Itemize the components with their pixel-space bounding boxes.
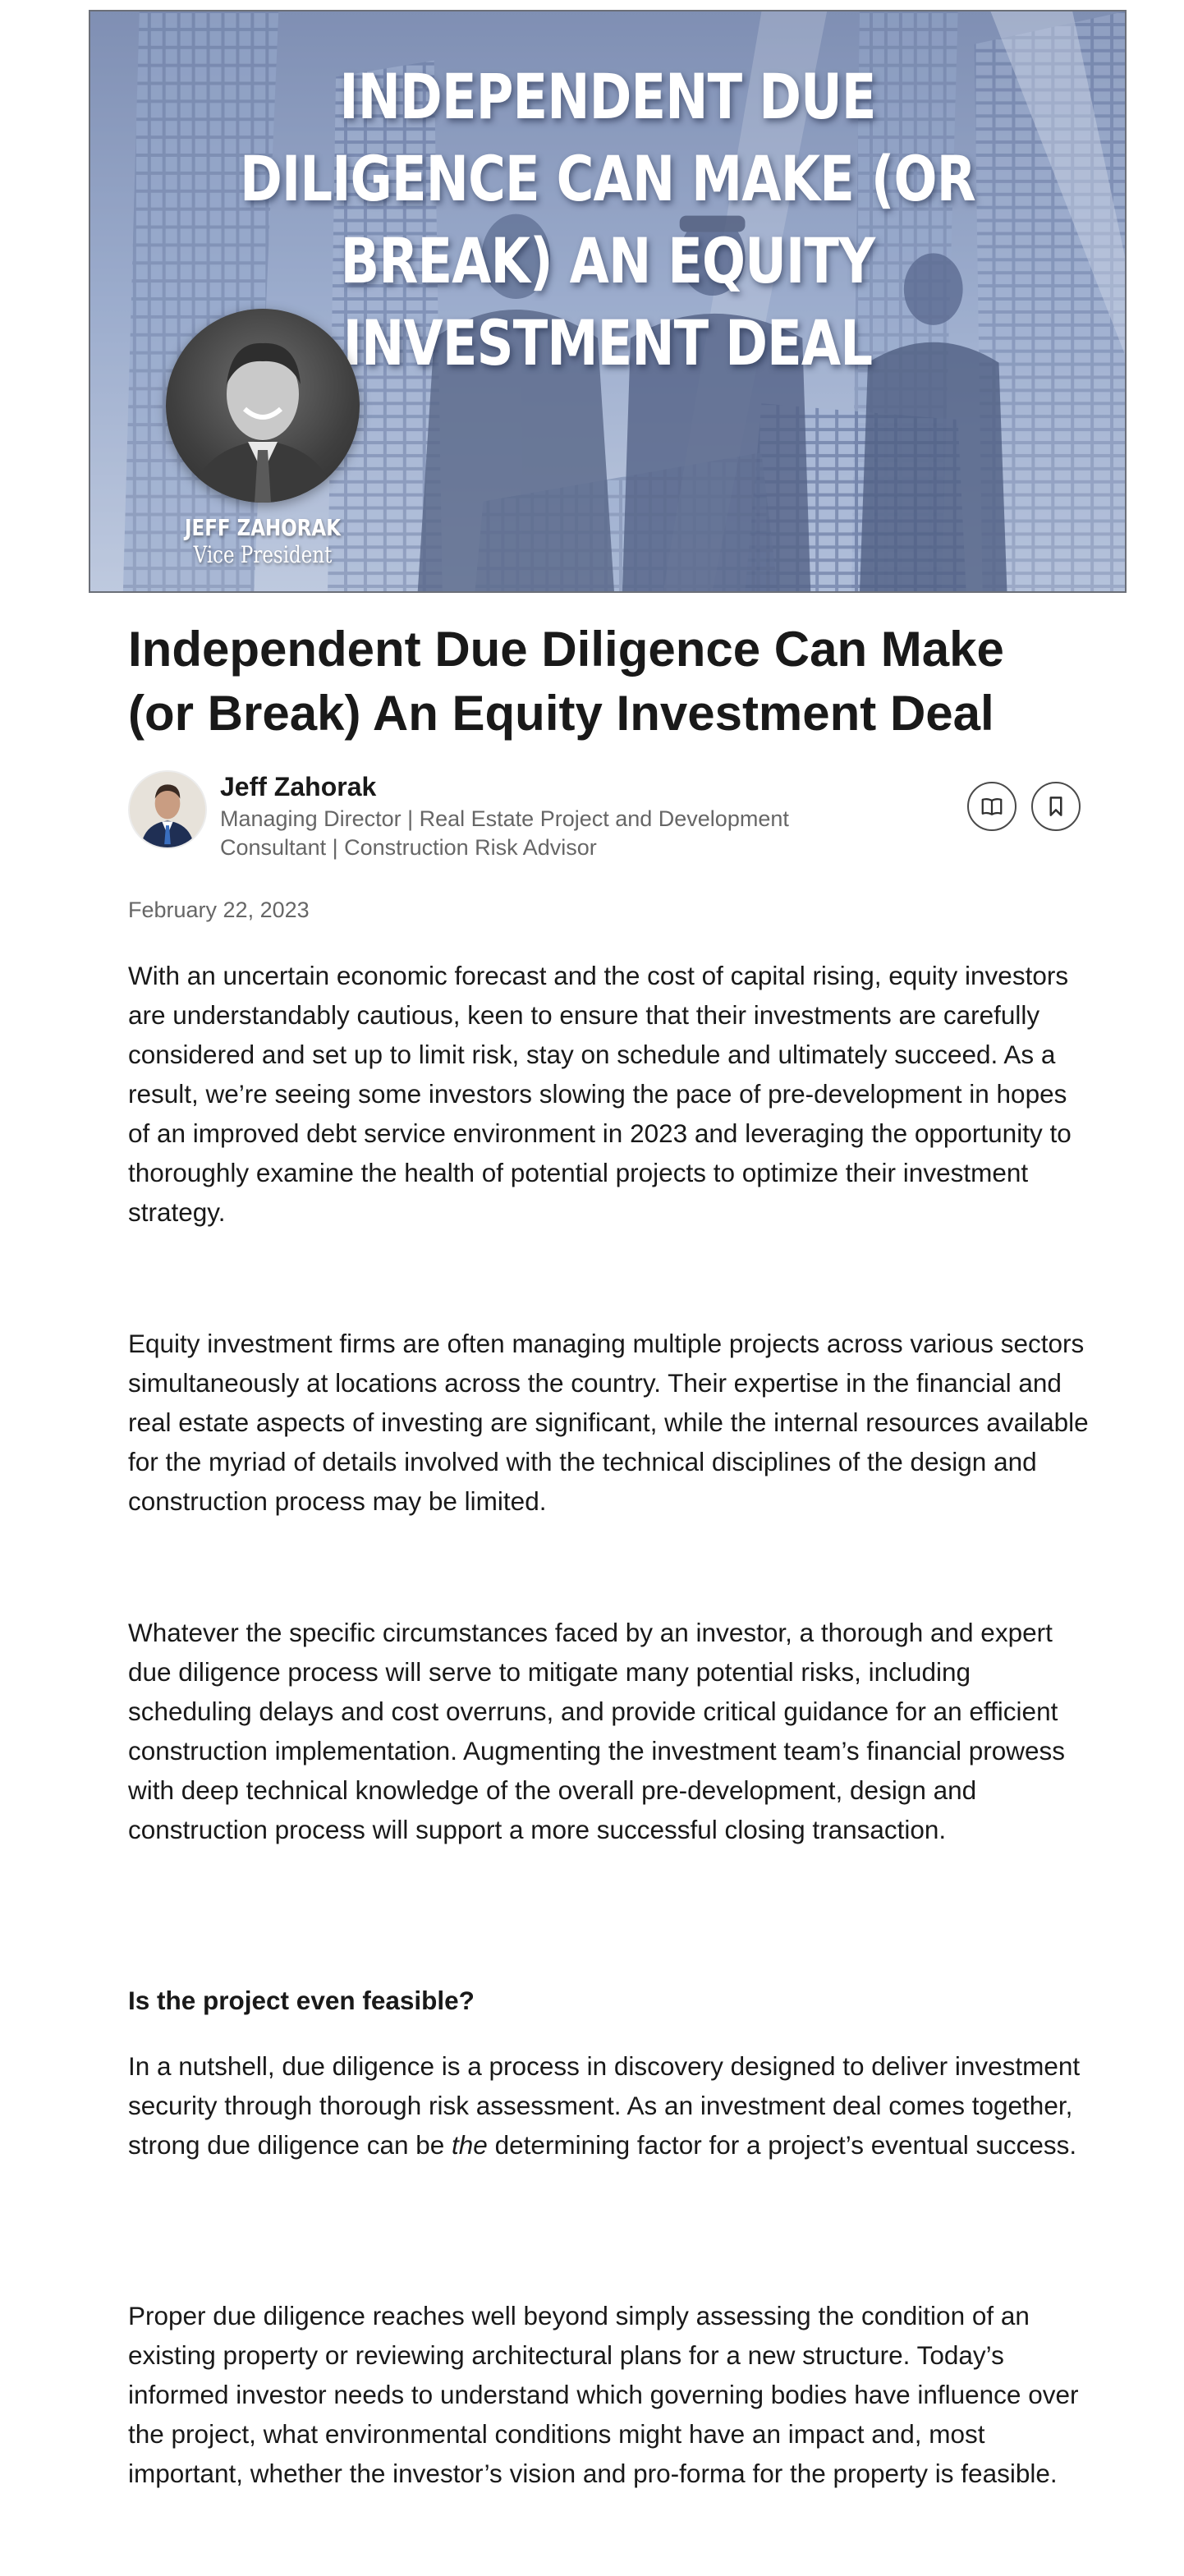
read-article-button[interactable]	[967, 782, 1016, 831]
article-paragraph: Proper due diligence reaches well beyond simply assessing the condition of an existing property or reviewing architectural plans for a new structure. Today’s informed investor needs to understand which governing bodies have influence over the project, what environmental conditions might have an impact and, most important, whether the investor’s vision and pro-forma for the property is feasible.	[128, 2301, 1079, 2488]
save-article-button[interactable]	[1031, 782, 1081, 831]
hero-banner-image	[89, 10, 1127, 593]
paragraph-text: determining factor for a project’s eventual success.	[487, 2130, 1077, 2160]
hero-author-role: Vice President	[193, 541, 333, 568]
author-avatar[interactable]	[128, 770, 207, 849]
article-paragraph: With an uncertain economic forecast and the cost of capital rising, equity investors are understandably cautious, keen to ensure that their investments are carefully considered and set up to limit risk, stay on schedule and ultimately succeed. As a result, we’re seeing some investors slowing the pace of pre-development in hopes of an improved debt service environment in 2023 and leveraging the opportunity to thoroughly examine the health of potential projects to optimize their investment strategy.	[128, 961, 1072, 1227]
article-title: Independent Due Diligence Can Make (or Break) An Equity Investment Deal	[128, 622, 1004, 741]
author-name[interactable]: Jeff Zahorak	[220, 772, 377, 801]
open-book-icon	[980, 794, 1004, 819]
publish-date: February 22, 2023	[128, 898, 310, 922]
author-headline: Managing Director | Real Estate Project and Development Consultant | Construction Risk Advisor	[220, 806, 789, 860]
section-heading: Is the project even feasible?	[128, 1986, 475, 2015]
hero-title: INDEPENDENT DUE DILIGENCE CAN MAKE (OR BREAK) AN EQUITY INVESTMENT DEAL	[240, 60, 975, 379]
hero-author-portrait	[166, 309, 360, 503]
bookmark-icon	[1044, 794, 1068, 819]
paragraph-text: In a nutshell, due diligence is a process in discovery designed to deliver investment security through thorough risk assessment. As an investment deal comes together, strong due diligence can be	[128, 2051, 1081, 2160]
emphasis-text: the	[452, 2130, 488, 2160]
hero-author-name: JEFF ZAHORAK	[185, 514, 341, 541]
author-byline	[128, 770, 1087, 861]
article-paragraph: Equity investment firms are often managing multiple projects across various sectors simultaneously at locations across the country. Their expertise in the financial and real estate aspects of investing are significant, while the internal resources available for the myriad of details involved with the technical disciplines of the design and construction process may be limited.	[128, 1329, 1089, 1516]
article-paragraph: Whatever the specific circumstances faced by an investor, a thorough and expert due diligence process will serve to mitigate many potential risks, including scheduling delays and cost overruns, and provide critical guidance for an efficient construction implementation. Augmenting the investment team’s financial prowess with deep technical knowledge of the overall pre-development, design and construction process will support a more successful closing transaction.	[128, 1618, 1066, 1844]
article-paragraph	[128, 2046, 1090, 2165]
